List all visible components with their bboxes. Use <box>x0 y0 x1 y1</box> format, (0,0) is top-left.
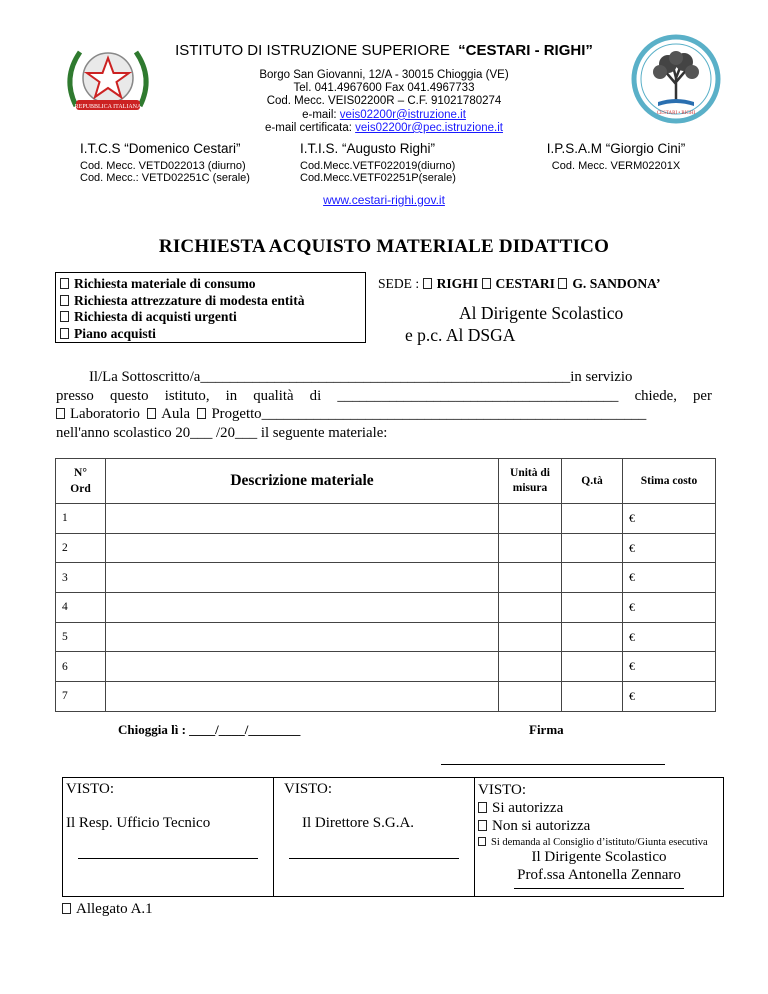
row-number: 5 <box>56 622 106 652</box>
checkbox-icon[interactable] <box>478 820 487 831</box>
school-name: I.P.S.A.M “Giorgio Cini” <box>546 141 686 156</box>
request-option[interactable]: Richiesta di acquisti urgenti <box>60 309 361 326</box>
body-line-3: Laboratorio Aula Progetto____________________________________________________ <box>56 405 712 424</box>
school-itis <box>300 143 456 185</box>
logo-text: CESTARI • RIGHI <box>656 111 696 116</box>
request-body <box>56 368 712 442</box>
desc-cell[interactable] <box>106 593 499 623</box>
table-row <box>56 533 716 563</box>
approval-table <box>62 777 724 897</box>
school-code: Cod. Mecc. VETD022013 (diurno) <box>80 159 246 172</box>
checkbox-icon[interactable] <box>482 278 491 289</box>
school-name: I.T.I.S. “Augusto Righi” <box>300 141 436 156</box>
institute-prefix: ISTITUTO DI ISTRUZIONE SUPERIORE <box>175 42 450 59</box>
checkbox-icon[interactable] <box>478 802 487 813</box>
checkbox-icon[interactable] <box>478 837 486 846</box>
col-cost-header: Stima costo <box>623 459 716 504</box>
sede-selector <box>378 276 660 292</box>
checkbox-icon[interactable] <box>60 278 69 289</box>
unit-cell[interactable] <box>499 533 562 563</box>
visto-role: Il Direttore S.G.A. <box>302 815 415 831</box>
addressee-line1: Al Dirigente Scolastico <box>459 303 624 323</box>
checkbox-icon[interactable] <box>60 295 69 306</box>
table-row <box>56 563 716 593</box>
table-row <box>56 504 716 534</box>
checkbox-icon[interactable] <box>147 408 156 419</box>
school-itcs <box>80 143 250 185</box>
school-ipsam <box>536 143 696 172</box>
table-row <box>56 682 716 712</box>
checkbox-icon[interactable] <box>197 408 206 419</box>
unit-cell[interactable] <box>499 622 562 652</box>
qty-cell[interactable] <box>562 682 623 712</box>
website <box>0 193 768 207</box>
material-table <box>55 458 716 712</box>
row-number: 7 <box>56 682 106 712</box>
request-option[interactable]: Piano acquisti <box>60 326 361 343</box>
checkbox-icon[interactable] <box>60 328 69 339</box>
address-block <box>0 69 768 135</box>
row-number: 2 <box>56 533 106 563</box>
cost-cell[interactable]: € <box>623 593 716 623</box>
checkbox-icon[interactable] <box>56 408 65 419</box>
checkbox-icon[interactable] <box>558 278 567 289</box>
desc-cell[interactable] <box>106 652 499 682</box>
name-blank[interactable]: __________________________________________________ <box>200 369 571 385</box>
school-code: Cod. Mecc. VERM02201X <box>551 159 681 172</box>
body-line-1: Il/La Sottoscritto/a__________________________________________________in servizio <box>89 369 633 385</box>
body-line-2: presso questo istituto, in qualità di ______________________________________ chiede, per <box>56 387 712 404</box>
visto-role: Il Resp. Ufficio Tecnico <box>66 815 211 831</box>
signature-line[interactable] <box>514 888 684 889</box>
col-desc-header: Descrizione materiale <box>106 459 499 504</box>
qty-cell[interactable] <box>562 652 623 682</box>
row-number: 1 <box>56 504 106 534</box>
row-number: 4 <box>56 593 106 623</box>
school-code: Cod. Mecc.: VETD02251C (serale) <box>80 172 250 184</box>
dirigente-role: Il Dirigente Scolastico <box>531 849 667 865</box>
document-title: RICHIESTA ACQUISTO MATERIALE DIDATTICO <box>158 236 610 257</box>
checkbox-icon[interactable] <box>423 278 432 289</box>
cost-cell[interactable]: € <box>623 682 716 712</box>
role-blank[interactable]: ______________________________________ <box>337 387 619 404</box>
attachment-label: Allegato A.1 <box>62 901 153 918</box>
qty-cell[interactable] <box>562 622 623 652</box>
cost-cell[interactable]: € <box>623 504 716 534</box>
pec-link[interactable]: veis02200r@pec.istruzione.it <box>355 121 503 134</box>
email-link[interactable]: veis02200r@istruzione.it <box>339 108 466 121</box>
institute-title <box>0 42 768 59</box>
desc-cell[interactable] <box>106 563 499 593</box>
body-line-4: nell'anno scolastico 20___ /20___ il seguente materiale: <box>56 424 388 441</box>
date-line[interactable]: Chioggia lì : ____/____/________ <box>118 722 301 737</box>
request-type-box <box>55 272 366 343</box>
unit-cell[interactable] <box>499 652 562 682</box>
school-name: I.T.C.S “Domenico Cestari” <box>80 141 241 156</box>
signature-line[interactable] <box>78 858 258 859</box>
visto-label: VISTO: <box>66 781 115 797</box>
unit-cell[interactable] <box>499 682 562 712</box>
cost-cell[interactable]: € <box>623 622 716 652</box>
sede-option: G. SANDONA’ <box>572 276 661 291</box>
option-deny[interactable]: Non si autorizza <box>475 817 723 835</box>
school-code: Cod.Mecc.VETF022019(diurno) <box>300 159 456 172</box>
project-blank[interactable]: ____________________________________________________ <box>261 406 647 423</box>
signature-line[interactable] <box>441 764 665 765</box>
row-number: 6 <box>56 652 106 682</box>
signature-line[interactable] <box>289 858 459 859</box>
qty-cell[interactable] <box>562 504 623 534</box>
table-row <box>56 652 716 682</box>
sede-label: SEDE : <box>378 276 423 291</box>
qty-cell[interactable] <box>562 563 623 593</box>
approval-dirigente <box>475 778 724 897</box>
address-line: Tel. 041.4967600 Fax 041.4967733 <box>293 82 475 95</box>
signature-label: Firma <box>529 722 564 737</box>
sede-option: RIGHI <box>436 276 479 291</box>
email-line <box>0 109 768 122</box>
emblem-text: REPUBBLICA ITALIANA <box>74 104 142 110</box>
col-ord-header: N° Ord <box>56 459 106 504</box>
approval-dsga <box>274 778 475 897</box>
unit-cell[interactable] <box>499 563 562 593</box>
desc-cell[interactable] <box>106 622 499 652</box>
table-row <box>56 593 716 623</box>
address-line: Borgo San Giovanni, 12/A - 30015 Chioggia (VE) <box>259 69 509 81</box>
visto-label: VISTO: <box>284 781 333 797</box>
institute-name: “CESTARI - RIGHI” <box>458 42 593 59</box>
col-unit-header: Unità di misura <box>499 459 562 504</box>
pec-label: e-mail certificata: <box>265 121 356 134</box>
sede-option: CESTARI <box>495 276 555 291</box>
table-row <box>56 622 716 652</box>
address-line: Cod. Mecc. VEIS02200R – C.F. 91021780274 <box>266 95 502 108</box>
approval-technical <box>63 778 274 897</box>
unit-cell[interactable] <box>499 593 562 623</box>
desc-cell[interactable] <box>106 682 499 712</box>
school-code: Cod.Mecc.VETF02251P(serale) <box>300 172 456 184</box>
qty-cell[interactable] <box>562 533 623 563</box>
desc-cell[interactable] <box>106 504 499 534</box>
addressee-line2: e p.c. Al DSGA <box>405 325 516 345</box>
pec-line <box>0 122 768 135</box>
checkbox-icon[interactable] <box>60 311 69 322</box>
website-link[interactable]: www.cestari-righi.gov.it <box>323 193 445 207</box>
cost-cell[interactable]: € <box>623 533 716 563</box>
unit-cell[interactable] <box>499 504 562 534</box>
cost-cell[interactable]: € <box>623 563 716 593</box>
request-option[interactable]: Richiesta attrezzature di modesta entità <box>60 293 361 310</box>
email-label: e-mail: <box>302 108 340 121</box>
desc-cell[interactable] <box>106 533 499 563</box>
col-qta-header: Q.tà <box>562 459 623 504</box>
row-number: 3 <box>56 563 106 593</box>
cost-cell[interactable]: € <box>623 652 716 682</box>
dirigente-name: Prof.ssa Antonella Zennaro <box>517 867 681 883</box>
checkbox-icon[interactable] <box>62 903 71 914</box>
table-header-row <box>56 459 716 504</box>
visto-label: VISTO: <box>478 782 527 798</box>
request-option[interactable]: Richiesta materiale di consumo <box>60 276 361 293</box>
qty-cell[interactable] <box>562 593 623 623</box>
option-council[interactable]: Si demanda al Consiglio d’istituto/Giunta esecutiva <box>475 837 723 848</box>
option-authorize[interactable]: Si autorizza <box>475 799 723 817</box>
